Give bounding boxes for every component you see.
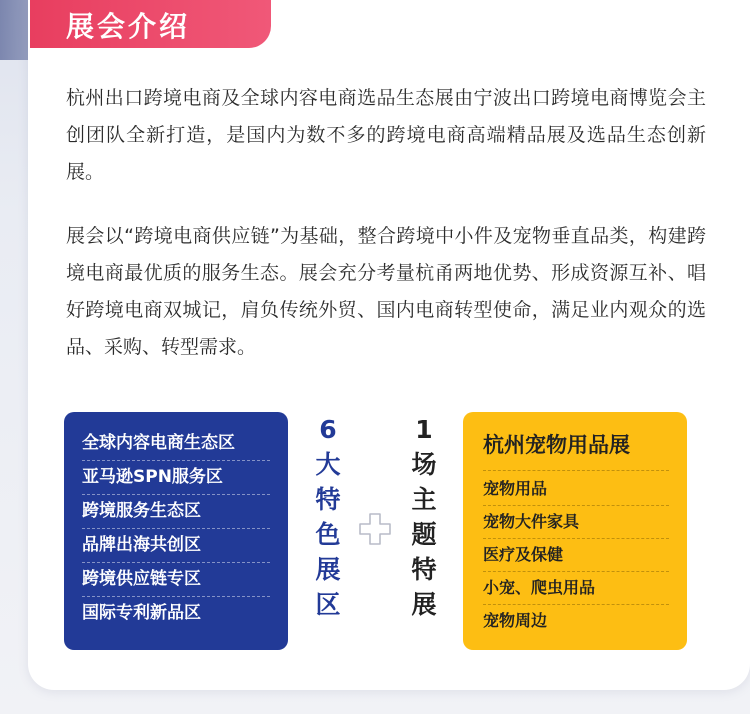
caption-char: 展 — [315, 555, 341, 584]
caption-char: 色 — [315, 520, 341, 549]
feature-zones-box — [64, 412, 288, 650]
caption-char: 主 — [411, 485, 437, 514]
caption-char: 特 — [411, 555, 437, 584]
caption-char: 区 — [315, 590, 341, 619]
feature-zone-item: 国际专利新品区 — [82, 603, 201, 623]
caption-char: 场 — [411, 450, 437, 479]
theme-exhibition-item: 宠物周边 — [483, 611, 548, 630]
section-title-tab — [30, 0, 271, 48]
feature-zone-item: 亚马逊SPN服务区 — [82, 460, 270, 495]
feature-zone-item: 全球内容电商生态区 — [82, 426, 270, 461]
caption-char: 特 — [315, 485, 341, 514]
plus-icon — [358, 512, 392, 546]
intro-paragraph-2: 展会以“跨境电商供应链”为基础，整合跨境中小件及宠物垂直品类，构建跨境电商最优质的服务生态。展会充分考量杭甬两地优势、形成资源互补、唱好跨境电商双城记，肩负传统外贸、国内电商转型使命，满足业内观众的选品、采购、转型需求。 — [66, 225, 706, 358]
theme-exhibition-item: 小宠、爬虫用品 — [483, 572, 669, 605]
theme-exhibition-title: 杭州宠物用品展 — [483, 433, 630, 457]
caption-char: 1 — [415, 415, 433, 444]
section-title: 展会介绍 — [66, 10, 191, 43]
feature-zone-item: 跨境供应链专区 — [82, 562, 270, 597]
feature-zone-item: 品牌出海共创区 — [82, 528, 270, 563]
caption-char: 大 — [315, 450, 341, 479]
intro-paragraph-1: 杭州出口跨境电商及全球内容电商选品生态展由宁波出口跨境电商博览会主创团队全新打造，是国内为数不多的跨境电商高端精品展及选品生态创新展。 — [66, 87, 706, 183]
theme-exhibition-caption — [404, 412, 444, 622]
theme-exhibition-box — [463, 412, 687, 650]
divider — [483, 470, 669, 471]
theme-exhibition-item: 医疗及保健 — [483, 539, 669, 572]
theme-exhibition-item: 宠物大件家具 — [483, 506, 669, 539]
feature-zone-item: 跨境服务生态区 — [82, 494, 270, 529]
caption-char: 6 — [319, 415, 337, 444]
caption-char: 题 — [411, 520, 437, 549]
feature-zones-caption — [308, 412, 348, 622]
theme-exhibition-item: 宠物用品 — [483, 473, 669, 506]
caption-char: 展 — [411, 590, 437, 619]
